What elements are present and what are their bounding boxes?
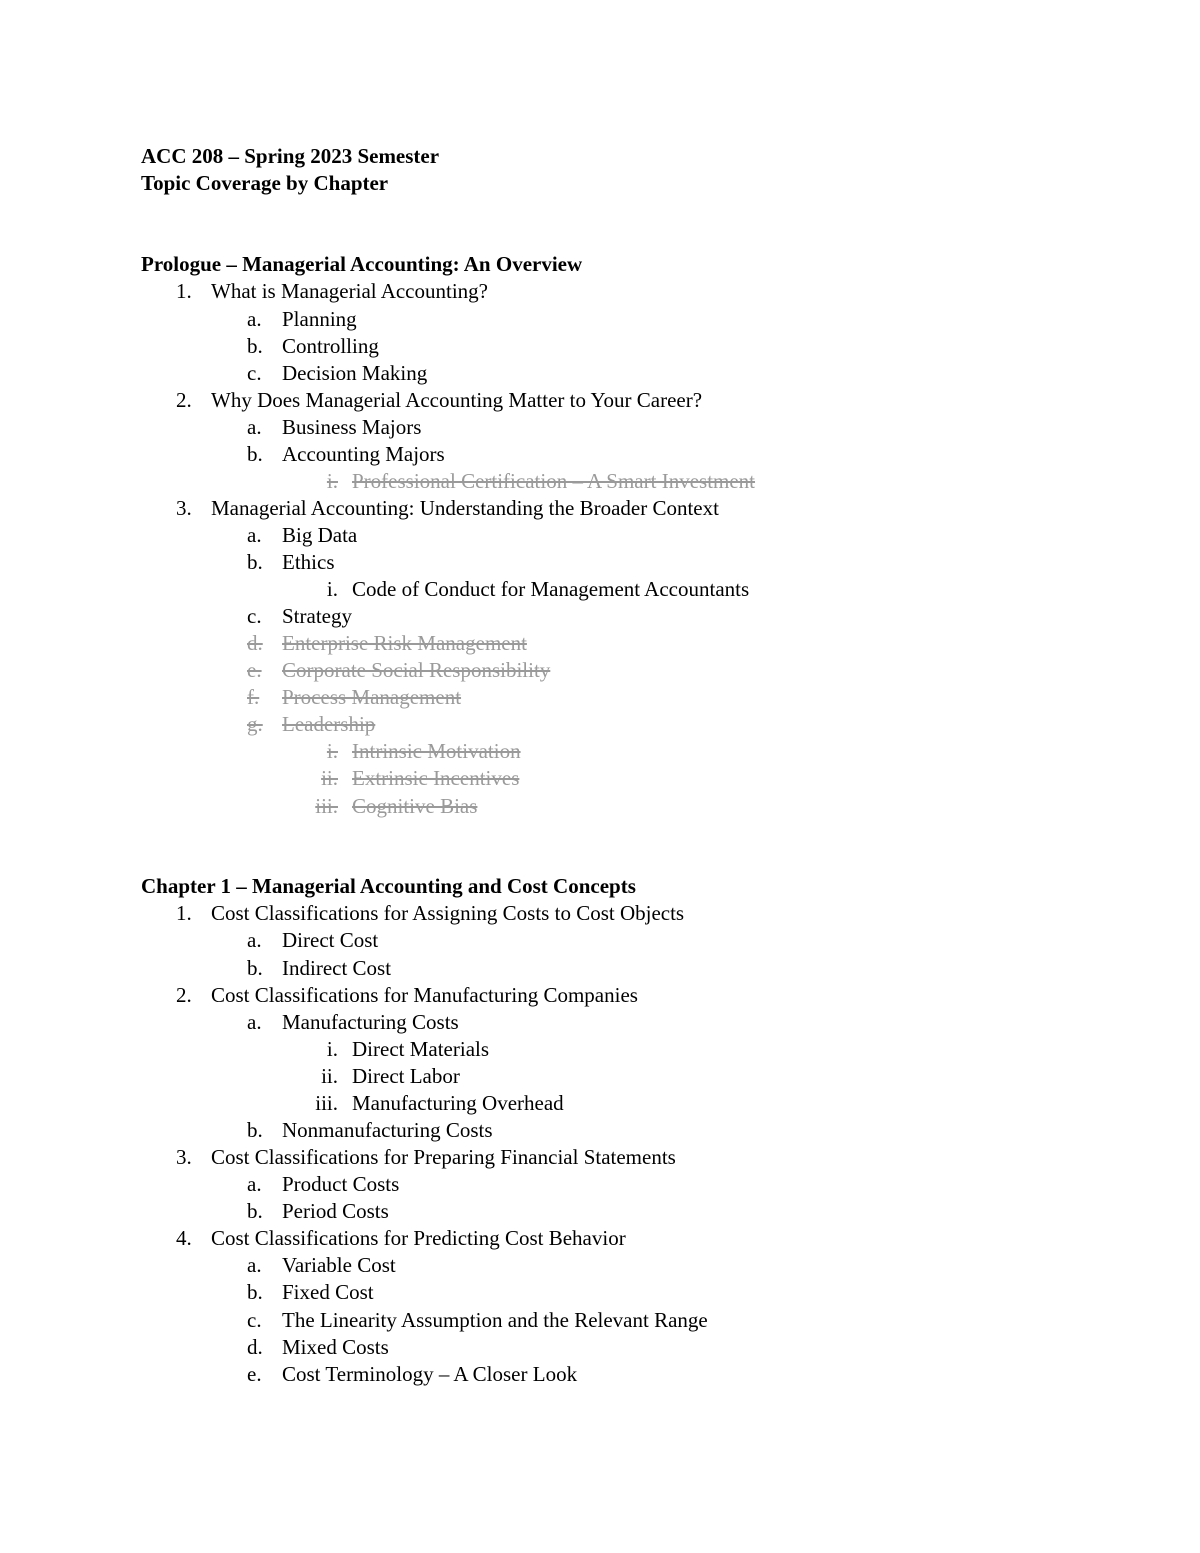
list-item: Code of Conduct for Management Accountants	[352, 577, 750, 601]
list-marker: a.	[247, 1010, 262, 1034]
list-marker: a.	[247, 1172, 262, 1196]
list-item-struck: Cognitive Bias	[352, 794, 478, 818]
list-marker: a.	[247, 523, 262, 547]
list-item: What is Managerial Accounting?	[211, 279, 488, 303]
list-item: Strategy	[282, 604, 352, 628]
list-item: Direct Cost	[282, 928, 379, 952]
list-marker: ii.	[321, 1064, 338, 1088]
prologue-heading: Prologue – Managerial Accounting: An Overview	[141, 252, 583, 276]
list-item: Cost Classifications for Predicting Cost Behavior	[211, 1226, 626, 1250]
list-marker: 1.	[176, 901, 192, 925]
list-item: The Linearity Assumption and the Relevant Range	[282, 1308, 708, 1332]
list-item-struck: Extrinsic Incentives	[352, 766, 520, 790]
list-item: Period Costs	[282, 1199, 389, 1223]
list-item: Indirect Cost	[282, 956, 392, 980]
list-marker: 3.	[176, 496, 192, 520]
list-marker-struck: i.	[326, 739, 338, 763]
list-item: Manufacturing Costs	[282, 1010, 459, 1034]
list-item: Cost Classifications for Preparing Financial Statements	[211, 1145, 676, 1169]
list-item-struck: Intrinsic Motivation	[352, 739, 521, 763]
list-item: Fixed Cost	[282, 1280, 374, 1304]
list-item: Big Data	[282, 523, 358, 547]
list-item: Cost Classifications for Assigning Costs to Cost Objects	[211, 901, 685, 925]
list-item: Mixed Costs	[282, 1335, 389, 1359]
list-item: Product Costs	[282, 1172, 400, 1196]
document-subtitle: Topic Coverage by Chapter	[141, 171, 389, 195]
list-item: Manufacturing Overhead	[352, 1091, 564, 1115]
list-marker: a.	[247, 1253, 262, 1277]
list-item: Variable Cost	[282, 1253, 396, 1277]
list-marker-struck: i.	[326, 469, 338, 493]
list-marker: b.	[247, 956, 263, 980]
list-marker: c.	[247, 1308, 262, 1332]
course-title: ACC 208 – Spring 2023 Semester	[141, 144, 440, 168]
list-item: Why Does Managerial Accounting Matter to Your Career?	[211, 388, 703, 412]
list-marker: iii.	[315, 1091, 338, 1115]
list-item: Direct Materials	[352, 1037, 490, 1061]
list-marker: a.	[247, 415, 262, 439]
list-marker: c.	[247, 604, 262, 628]
list-item: Cost Classifications for Manufacturing Companies	[211, 983, 638, 1007]
list-marker: b.	[247, 1280, 263, 1304]
list-item-struck: Process Management	[282, 685, 462, 709]
list-marker: b.	[247, 1118, 263, 1142]
list-marker: 2.	[176, 983, 192, 1007]
list-marker: b.	[247, 550, 263, 574]
list-marker: a.	[247, 928, 262, 952]
list-marker-struck: e.	[247, 658, 262, 682]
list-item: Cost Terminology – A Closer Look	[282, 1362, 578, 1386]
list-marker: 2.	[176, 388, 192, 412]
list-marker: 4.	[176, 1226, 192, 1250]
list-item: Ethics	[282, 550, 335, 574]
list-item: Decision Making	[282, 361, 428, 385]
list-marker: 1.	[176, 279, 192, 303]
list-marker: b.	[247, 334, 263, 358]
list-marker-struck: g.	[247, 712, 263, 736]
list-item-struck: Enterprise Risk Management	[282, 631, 527, 655]
list-item: Managerial Accounting: Understanding the Broader Context	[211, 496, 719, 520]
list-marker-struck: d.	[247, 631, 263, 655]
list-marker: d.	[247, 1335, 263, 1359]
chapter1-heading: Chapter 1 – Managerial Accounting and Cost Concepts	[141, 874, 636, 898]
list-item: Controlling	[282, 334, 379, 358]
list-marker-struck: iii.	[315, 794, 338, 818]
list-marker: 3.	[176, 1145, 192, 1169]
list-marker: b.	[247, 442, 263, 466]
list-marker: a.	[247, 307, 262, 331]
list-marker: i.	[326, 577, 338, 601]
list-item: Direct Labor	[352, 1064, 460, 1088]
list-item: Business Majors	[282, 415, 422, 439]
list-item-struck: Corporate Social Responsibility	[282, 658, 551, 682]
list-item: Accounting Majors	[282, 442, 445, 466]
list-marker: b.	[247, 1199, 263, 1223]
list-item-struck: Professional Certification – A Smart Investment	[352, 469, 756, 493]
list-item-struck: Leadership	[282, 712, 376, 736]
list-marker-struck: f.	[247, 685, 260, 709]
list-marker: i.	[326, 1037, 338, 1061]
list-item: Planning	[282, 307, 357, 331]
list-marker-struck: ii.	[321, 766, 338, 790]
list-marker: c.	[247, 361, 262, 385]
list-marker: e.	[247, 1362, 262, 1386]
list-item: Nonmanufacturing Costs	[282, 1118, 493, 1142]
